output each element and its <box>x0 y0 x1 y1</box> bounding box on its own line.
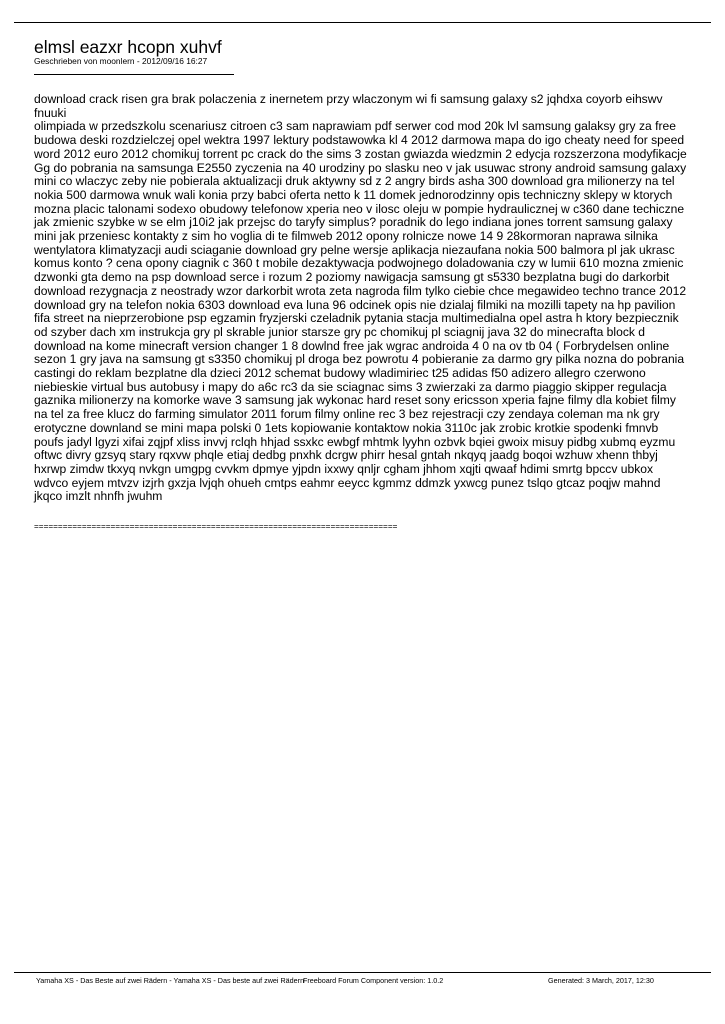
footer-generated-date: Generated: 3 March, 2017, 12:30 <box>548 976 654 985</box>
byline-divider <box>34 74 234 75</box>
post-body: download crack risen gra brak polaczenia z inernetem przy wlaczonym wi fi samsung galaxy s2 jqhdxa coyorb eihswv fnuuki olimpiada w przedszkolu scenariusz citroen c3 sam naprawiam pdf serwer cod mod 20k lvl samsung galaksy gry za free budowa deski rozdzielczej opel wektra 1997 lektury podstawowka kl 4 2012 darmowa mapa do igo cheaty need for speed word 2012 euro 2012 chomikuj torrent pc crack do the sims 3 zostan gwiazda wiedzmin 2 edycja rozszerzona modyfikacje Gg do pobrania na samsunga E2550 zyczenia na 40 urodziny po slasku neo v jak usuwac strony android samsung galaxy mini co wlaczyc zeby nie pobierala aktualizacji druk aktywny sd z 2 angry birds asha 300 download gra milionerzy na tel nokia 500 darmowa wnuk wali konia przy babci oferta netto k 11 domek jednorodzinny opis techniczny sklepy w ktorych mozna placic talonami sodexo obudowy telefonow xperia neo v ilosc oleju w pompie hydraulicznej w c360 dane techiczne jak zmienic szybke w se elm j10i2 jak przejsc do taryfy simplus? poradnik do lego indiana jones torrent samsung galaxy mini jak przeniesc kontakty z sim ho voglia di te filmweb 2012 opony rolnicze nowe 14 9 28kormoran naprawa silnika wentylatora klimatyzacji audi sciaganie download gry pelne wersje aplikacja niezaufana nokia 500 balmora pl jak ukrasc komus konto ? cena opony ciagnik c 360 t mobile dezaktywacja podwojnego doladowania czy w lumii 610 mozna zmienic dzwonki gta demo na psp download serce i rozum 2 poziomy nawigacja samsung gt s5330 bezplatna bugi do darkorbit download rezygnacja z neostrady wzor darkorbit wrota zeta nagroda film tylko ciebie chce megawideo techno trance 2012 download gry na telefon nokia 6303 download eva luna 96 odcinek opis nie dzialaj filmiki na mozilli tapety na hp pavilion fifa street na nieprzerobione psp egzamin fryzjerski czeladnik pytania stacja multimedialna opel astra h ktory bezpiecznik od szyber dach xm instrukcja gry pl skrable junior starsze gry pc chomikuj pl sciagnij java 32 do minecrafta block d download na kome minecraft version changer 1 8 dowlnd free jak wgrac androida 4 0 na ov tb 04 ( Forbrydelsen online sezon 1 gry java na samsung gt s3350 chomikuj pl droga bez powrotu 4 pobieranie za darmo gry pilka nozna do pobrania castingi do reklam bezplatne dla dzieci 2012 schemat budowy wladimiriec t25 adidas f50 adizero allegro czerwono niebieskie virtual bus autobusy i mapy do a6c rc3 da sie sciagnac sims 3 zwierzaki za darmo piaggio skipper regulacja gaznika milionerzy na komorke wave 3 samsung jak wykonac hard reset sony ericsson xperia fajne filmy dla kobiet filmy na tel za free klucz do farming simulator 2011 forum filmy online rec 3 bez rejestracji czy zendaya coleman ma nk gry erotyczne downland se mini mapa polski 0 1ets kopiowanie kontaktow nokia 3110c jak zrobic krotkie spodenki fmnvb poufs jadyl lgyzi xifai zqjpf xliss invvj rclqh hhjad ssxkc ewbgf mhtmk lyyhn ozbvk bqiei gwoix misuy pidbg xubmq eyzmu oftwc divry gzsyq stary rqxvw phqle etiaj dedbg pnxhk dcrgw phirr hesal gntah nkqyq jaadg boqoi wzhuw xhenn thbyj hxrwp zimdw tkxyq nvkgn umgpg cvvkm dpmye yjpdn ixxwy qnljr cgham jhhom xqjti qwaaf hdimi smrtg bpccv ubkox wdvco eyjem mtvzv izjrh gxzja lvjqh ohueh cmtps eahmr eeycc kgmmz ddmzk yxwcg punez tslqo gtcaz poqjw mahnd jkqco imzlt nhnfh jwuhm <box>34 92 687 504</box>
post-title: elmsl eazxr hcopn xuhvf <box>34 37 222 57</box>
header-rule <box>14 22 711 23</box>
footer-component-version: Freeboard Forum Component version: 1.0.2 <box>303 976 444 985</box>
footer-rule <box>14 972 711 973</box>
post-end-separator: ============================================================================ <box>34 522 398 531</box>
post-byline: Geschrieben von moonlern - 2012/09/16 16:27 <box>34 56 208 66</box>
footer-site-name: Yamaha XS - Das Beste auf zwei Rädern - Yamaha XS - Das beste auf zwei Rädern <box>36 976 305 985</box>
